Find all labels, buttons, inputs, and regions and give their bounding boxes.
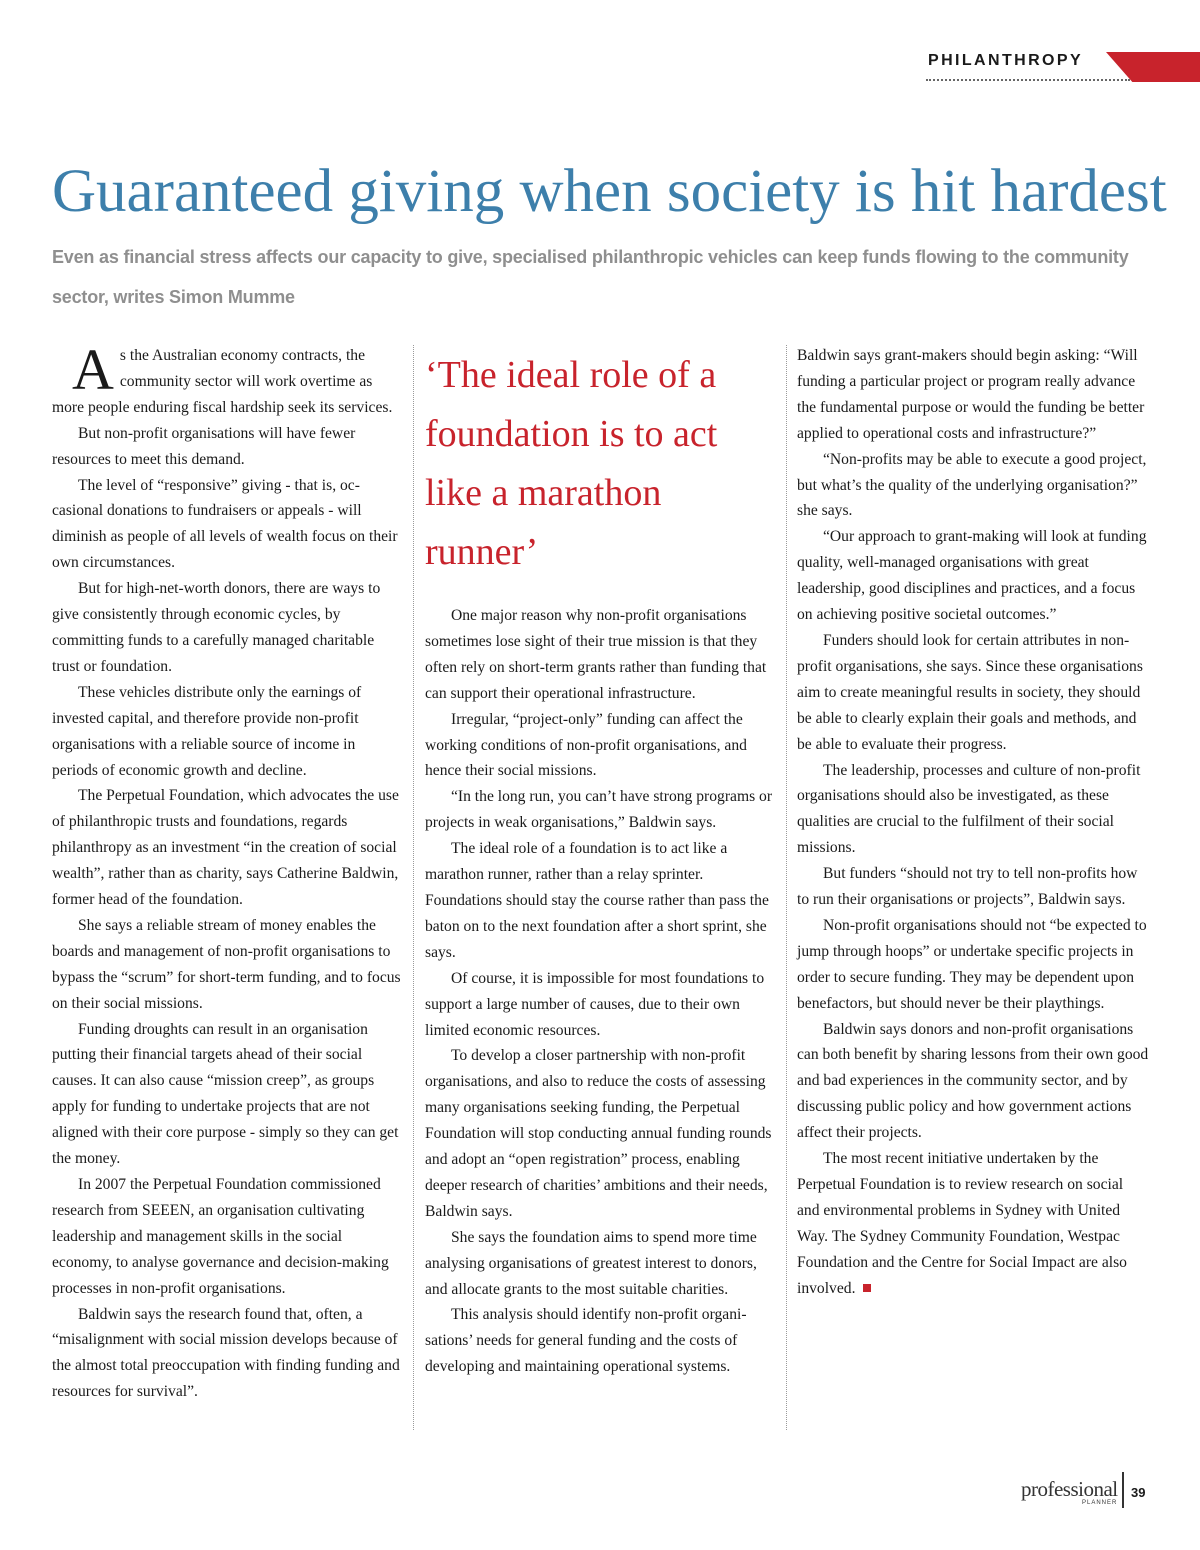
column-divider [413, 345, 414, 1430]
section-dotted-rule [926, 79, 1130, 81]
lead-paragraph [52, 337, 404, 421]
last-paragraph [797, 1146, 1149, 1301]
end-of-article-marker [863, 1284, 871, 1292]
standfirst: Even as financial stress affects our capacity to give, specialised philanthropic vehicles can keep funds flowing to the community sector, writes Simon Mumme [52, 247, 1129, 307]
folio-divider [1122, 1472, 1124, 1508]
paragraph: Baldwin says grant-makers should begin asking: “Will funding a particular project or program really advance the fundamental purpose or would the funding be better applied to operational costs and infrastructure?” [797, 347, 1145, 442]
paragraph: In 2007 the Perpetual Foundation commissioned research from SEEEN, an organisation cultivating leadership and management skills in the social economy, to analyse governance and decision-making processes in non-profit organisations. [52, 1176, 389, 1297]
paragraph: The level of “responsive” giving - that is, occasional donations to fundraisers or appeals - will diminish as people of all levels of wealth focus on their own circumstances. [52, 476, 398, 572]
article-column-1 [52, 337, 404, 1405]
article-column-2 [425, 603, 777, 1380]
paragraph: But non-profit organisations will have fewer resources to meet this demand. [52, 424, 356, 468]
paragraph: This analysis should identify non-profit organisations’ needs for general funding and the costs of developing and maintaining operational systems. [425, 1306, 747, 1376]
paragraph: The Perpetual Foundation, which advocates the use of philanthropic trusts and foundations, regards philanthropy as an investment “in the creation of social wealth”, rather than as charity, says Catherine Baldwin, former head of the foundation. [52, 787, 399, 909]
paragraph: Non-profit organisations should not “be expected to jump through hoops” or undertake specific projects in order to secure funding. They may be dependent upon benefactors, but should never be their playthings. [797, 916, 1147, 1012]
pull-quote: ‘The ideal role of a foundation is to act like a marathon runner’ [425, 354, 718, 573]
paragraph: “In the long run, you can’t have strong programs or projects in weak organisations,” Baldwin says. [425, 788, 773, 832]
column-divider [786, 345, 787, 1430]
paragraph: But funders “should not try to tell non-profits how to run their organisations or projects”, Baldwin says. [797, 865, 1138, 909]
paragraph: The ideal role of a foundation is to act like a marathon runner, rather than a relay sprinter. Foundations should stay the course rather than pass the baton on to the next foundation after a short sprint, she says. [425, 840, 769, 961]
paragraph: These vehicles distribute only the earnings of invested capital, and therefore provide non-profit organisations with a reliable source of income in periods of economic growth and decline. [52, 683, 362, 779]
headline: Guaranteed giving when society is hit hardest [52, 158, 1167, 225]
paragraph: Funding droughts can result in an organisation putting their financial targets ahead of their social causes. It can also cause “mission creep”, as groups apply for funding to undertake projects that are not aligned with their core purpose - simply so they can get the money. [52, 1020, 399, 1168]
paragraph: Of course, it is impossible for most foundations to support a large number of causes, due to their own limited economic resources. [425, 969, 765, 1039]
paragraph: One major reason why non-profit organisations sometimes lose sight of their true mission is that they often rely on short-term grants rather than funding that can support their operational infrastructure. [425, 607, 767, 702]
paragraph: “Our approach to grant-making will look at funding quality, well-managed organisations with great leadership, good disciplines and practices, and a focus on achieving positive societal outcomes.” [797, 528, 1147, 624]
article-column-3 [797, 343, 1149, 1302]
magazine-logo-sub: PLANNER [1082, 1500, 1118, 1506]
paragraph: Baldwin says the research found that, often, a “misalignment with social mission develops because of the almost total preoccupation with finding funding and resources for survival”. [52, 1305, 400, 1401]
paragraph: But for high-net-worth donors, there are ways to give consistently through economic cycles, by committing funds to a carefully managed charitable trust or foundation. [52, 580, 381, 675]
magazine-logo: professional [1021, 1477, 1118, 1501]
section-label: PHILANTHROPY [928, 52, 1084, 69]
paragraph: She says a reliable stream of money enables the boards and management of non-profit organisations to bypass the “scrum” for short-term funding, and to focus on their social missions. [52, 916, 401, 1012]
paragraph: Baldwin says donors and non-profit organisations can both benefit by sharing lessons from their own good and bad experiences in the community sector, and by discussing public policy and how government actions affect their projects. [797, 1020, 1149, 1142]
drop-cap: A [72, 337, 114, 402]
paragraph: The leadership, processes and culture of non-profit organisations should also be investigated, as these qualities are crucial to the fulfilment of their social missions. [797, 761, 1141, 857]
page-number: 39 [1131, 1485, 1146, 1500]
paragraph: “Non-profits may be able to execute a good project, but what’s the quality of the underlying organisation?” she says. [797, 450, 1147, 520]
paragraph: Irregular, “project-only” funding can affect the working conditions of non-profit organisations, and hence their social missions. [425, 710, 747, 780]
section-accent-wedge [1106, 52, 1200, 82]
last-paragraph-text: The most recent initiative undertaken by the Perpetual Foundation is to review research on social and environmental problems in Sydney with United Way. The Sydney Community Foundation, Westpac Foundation and the Centre for Social Impact are also involved. [797, 1150, 1127, 1297]
paragraph: To develop a closer partnership with non-profit organisations, and also to reduce the costs of assessing many organisations seeking funding, the Perpetual Foundation will stop conducting annual funding rounds and adopt an “open registration” process, enabling deeper research of charities’ ambitions and their needs, Baldwin says. [425, 1047, 772, 1220]
lead-paragraph-text: s the Australian economy contracts, the community sector will work overtime as more people enduring fiscal hardship seek its services. [52, 347, 393, 416]
paragraph: Funders should look for certain attributes in non-profit organisations, she says. Since these organisations aim to create meaningful results in society, they should be able to clearly explain their goals and methods, and be able to evaluate their progress. [797, 631, 1143, 753]
paragraph: She says the foundation aims to spend more time analysing organisations of greatest interest to donors, and allocate grants to the most suitable charities. [425, 1228, 757, 1298]
